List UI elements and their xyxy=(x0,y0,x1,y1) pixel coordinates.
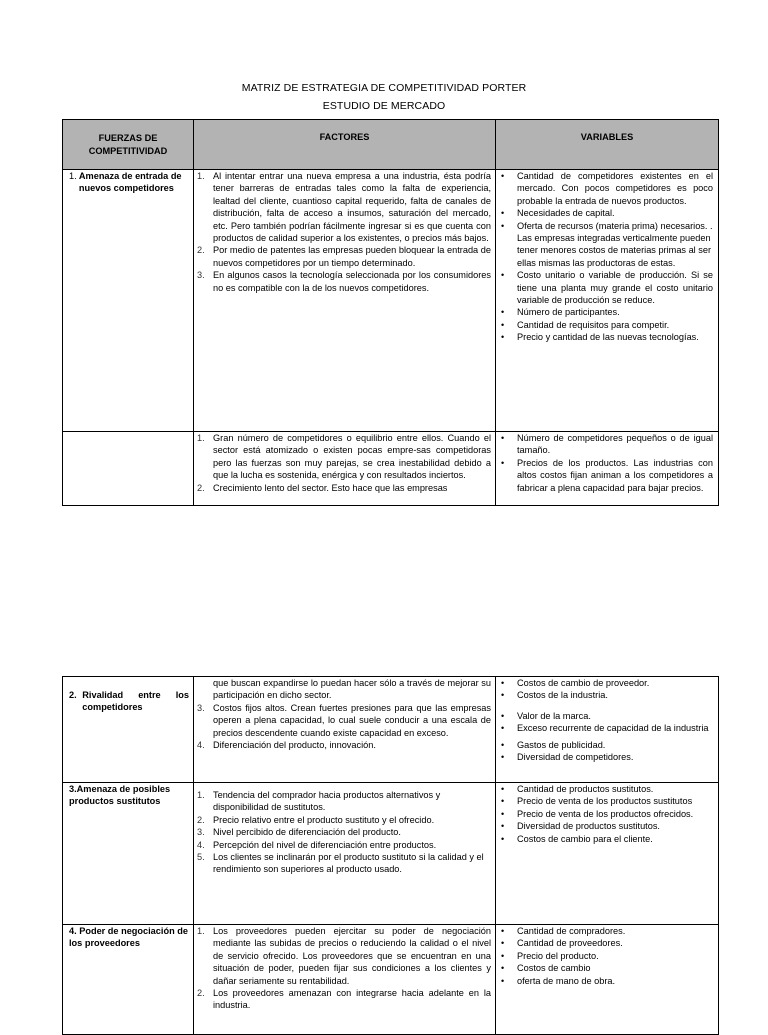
variables-list xyxy=(496,432,718,494)
variables-cell xyxy=(496,925,719,1035)
force-label: Amenaza de entrada de nuevos competidores xyxy=(78,171,182,194)
table-row-rivalidad xyxy=(63,677,719,783)
porter-matrix-table-1 xyxy=(62,119,719,506)
list-item: • Costos de cambio xyxy=(501,963,591,974)
list-item: 5. Los clientes se inclinarán por el producto sustituto si la calidad y el rendimiento son superiores al producto usado. xyxy=(197,852,484,875)
list-item: • Cantidad de productos sustitutos. xyxy=(501,784,654,794)
list-item: • Oferta de recursos (materia prima) necesarios. . Las empresas integradas verticalmente pueden tener menores costos de materias primas al ser ellas mismas las productoras de estas. xyxy=(501,220,713,268)
variables-cell xyxy=(496,677,719,783)
table-row-amenaza-entrada xyxy=(63,170,719,432)
list-item: • Valor de la marca. xyxy=(501,710,591,721)
variables-list xyxy=(496,677,718,763)
header-fuerzas: FUERZAS DE COMPETITIVIDAD xyxy=(63,120,194,170)
factors-list xyxy=(194,170,495,294)
variables-list xyxy=(496,925,718,987)
table-row-proveedores xyxy=(63,925,719,1035)
list-item: • Costo unitario o variable de producción. Si se tiene una planta muy grande el costo unitario variable de producción se reduce. xyxy=(501,270,713,306)
variables-list xyxy=(496,783,718,845)
list-item: • Necesidades de capital. xyxy=(501,208,615,219)
table-row-sustitutos xyxy=(63,783,719,925)
header-variables: VARIABLES xyxy=(496,120,719,170)
list-item: 1. Los proveedores pueden ejercitar su poder de negociación mediante las subidas de precios o reduciendo la calidad o el nivel de servicio ofrecido. Los proveedores que se encuentran en una situación de poder, pueden fijar sus condiciones a los clientes y dañar seriamente su rentabilidad. xyxy=(197,926,491,986)
list-item: • Cantidad de compradores. xyxy=(501,926,626,936)
list-item: 3. En algunos casos la tecnología seleccionada por los consumidores no es compatible con la de los nuevos competidores. xyxy=(197,270,491,293)
document-subtitle: ESTUDIO DE MERCADO xyxy=(322,100,446,112)
list-item: • Cantidad de competidores existentes en el mercado. Con pocos competidores es poco probable la entrada de nuevos productos. xyxy=(501,171,713,206)
document-title: MATRIZ DE ESTRATEGIA DE COMPETITIVIDAD PORTER xyxy=(241,82,527,94)
force-cell xyxy=(63,925,194,1035)
list-item: • Diversidad de competidores. xyxy=(501,752,634,763)
list-item: • Costos de la industria. xyxy=(501,690,608,701)
force-label: Rivalidad entre los competidores xyxy=(82,690,189,713)
force-cell xyxy=(63,677,194,783)
factors-list xyxy=(194,789,495,876)
force-cell xyxy=(63,170,194,432)
list-item: 4. Percepción del nivel de diferenciación entre productos. xyxy=(197,839,437,850)
force-label: 3.Amenaza de posibles productos sustitutos xyxy=(69,784,171,807)
factors-cell xyxy=(194,677,496,783)
list-item: • Costos de cambio para el cliente. xyxy=(501,833,653,844)
list-item: 2. Los proveedores amenazan con integrarse hacia adelante en la industria. xyxy=(197,988,491,1011)
factors-cell xyxy=(194,170,496,432)
list-item: • Precio del producto. xyxy=(501,950,599,961)
variables-cell xyxy=(496,432,719,506)
header-factores: FACTORES xyxy=(194,120,496,170)
list-item: • Precio y cantidad de las nuevas tecnologías. xyxy=(501,332,699,343)
header-row xyxy=(63,120,719,170)
force-cell xyxy=(63,783,194,925)
list-item: 2. Por medio de patentes las empresas pueden bloquear la entrada de nuevos competidores por un tiempo determinado. xyxy=(197,245,491,268)
factors-cell xyxy=(194,925,496,1035)
force-number: 2. xyxy=(69,690,77,700)
list-item: 1. Gran número de competidores o equilibrio entre ellos. Cuando el sector está atomizado o existen pocas empre-sas competidoras pero las fuerzas son muy parejas, se crea inestabilidad debido a que la lucha es sostenida, enérgica y con resultados inciertos. xyxy=(197,433,491,481)
porter-matrix-table-2 xyxy=(62,676,719,1035)
factors-cell xyxy=(194,783,496,925)
list-item: 2. Crecimiento lento del sector. Esto hace que las empresas xyxy=(197,482,448,493)
force-label: 4. Poder de negociación de los proveedores xyxy=(69,926,188,949)
force-cell xyxy=(63,432,194,506)
list-item: • Número de competidores pequeños o de igual tamaño. xyxy=(501,433,713,456)
list-item: 2. Precio relativo entre el producto sustituto y el ofrecido. xyxy=(197,814,435,825)
list-item: • Número de participantes. xyxy=(501,307,620,318)
list-item: • oferta de mano de obra. xyxy=(501,975,616,986)
factors-list xyxy=(194,925,495,1012)
variables-cell xyxy=(496,170,719,432)
list-item: • Diversidad de productos sustitutos. xyxy=(501,821,660,832)
factors-list xyxy=(194,432,495,494)
list-item: 3. Nivel percibido de diferenciación del producto. xyxy=(197,827,401,838)
list-item: • Precio de venta de los productos ofrecidos. xyxy=(501,808,694,819)
factors-cell xyxy=(194,432,496,506)
list-item: • Exceso recurrente de capacidad de la industria xyxy=(501,723,709,734)
list-item: 4. Diferenciación del producto, innovación. xyxy=(197,740,376,751)
list-item: 1. Al intentar entrar una nueva empresa a una industria, ésta podría tener barreras de entradas tales como la falta de experiencia, lealtad del cliente, cuantioso capital requerido, falta de canales de distribución, falta de acceso a insumos, saturación del mercado, etc. Pero también podrían fácilmente ingresar si es que cuenta con productos de calidad superior a los existentes, o precios más bajos. xyxy=(197,171,491,244)
list-item: • Gastos de publicidad. xyxy=(501,739,606,750)
list-item: • Precios de los productos. Las industrias con altos costos fijan animan a los competidores a fabricar a plena capacidad para bajar precios. xyxy=(501,457,713,493)
variables-list xyxy=(496,170,718,344)
list-item: • Cantidad de requisitos para competir. xyxy=(501,319,670,330)
variables-cell xyxy=(496,783,719,925)
list-item: que buscan expandirse lo puedan hacer sólo a través de mejorar su participación en dicho sector. xyxy=(213,678,491,701)
list-item: • Cantidad de proveedores. xyxy=(501,938,623,949)
force-number: 1. xyxy=(69,171,77,181)
table-row-rivalidad-start xyxy=(63,432,719,506)
list-item: 3. Costos fijos altos. Crean fuertes presiones para que las empresas operen a plena capacidad, lo cual suele conducir a una escala de precios descendente cuando existe capacidad en exceso. xyxy=(197,702,491,738)
list-item: • Precio de venta de los productos sustitutos xyxy=(501,796,693,807)
list-item: • Costos de cambio de proveedor. xyxy=(501,678,650,688)
factors-list xyxy=(194,677,495,751)
list-item: 1. Tendencia del comprador hacia productos alternativos y disponibilidad de sustitutos. xyxy=(197,790,441,813)
